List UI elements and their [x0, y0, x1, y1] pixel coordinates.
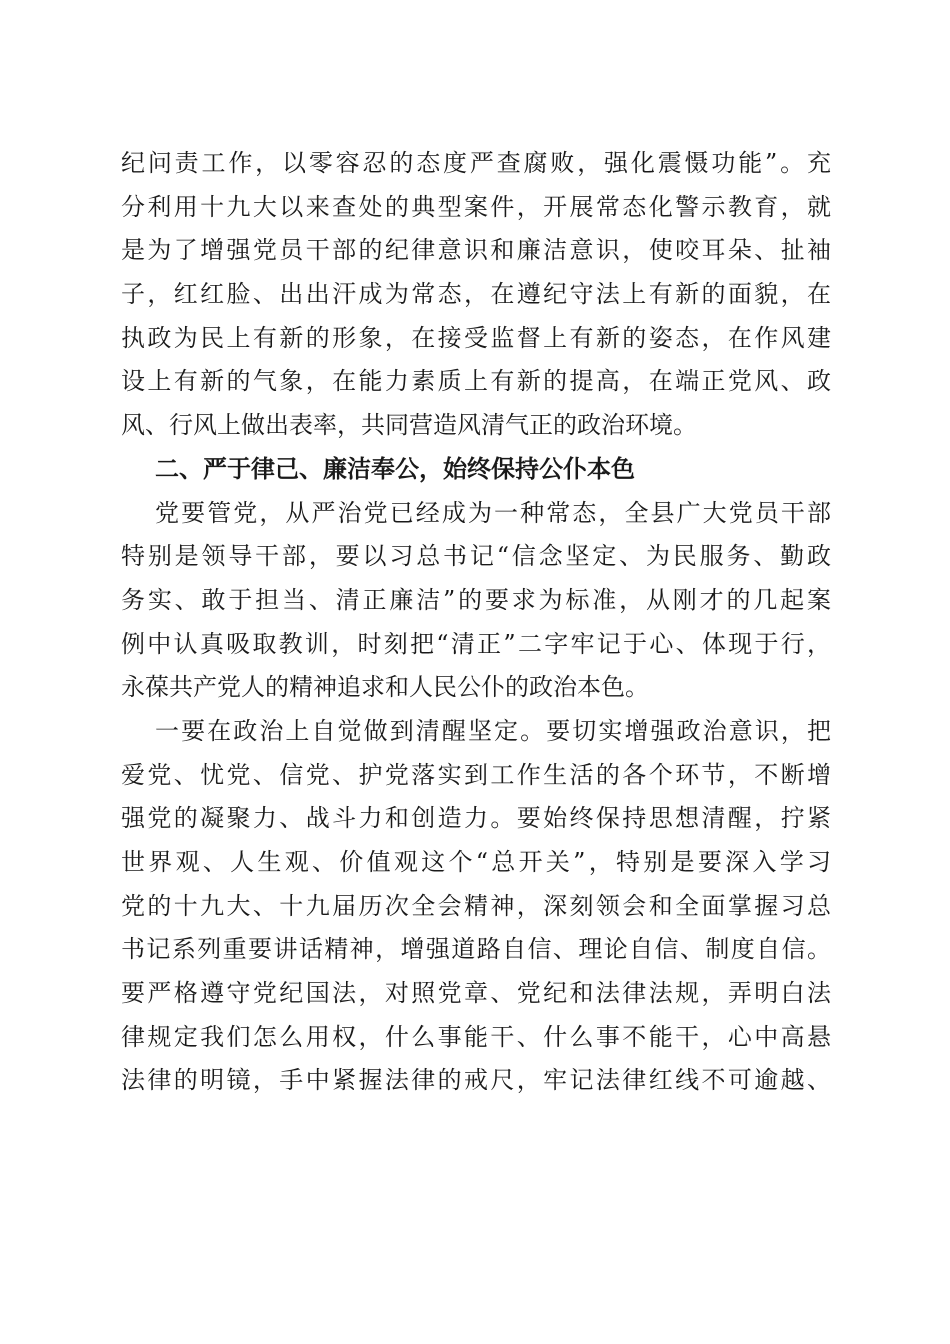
text-line: 爱党、忧党、信党、护党落实到工作生活的各个环节，不断增	[121, 760, 831, 789]
text-line: 子，红红脸、出出汗成为常态，在遵纪守法上有新的面貌，在	[121, 280, 831, 309]
text-line: 永葆共产党人的精神追求和人民公仆的政治本色。	[121, 673, 649, 702]
text-line: 设上有新的气象，在能力素质上有新的提高，在端正党风、政	[121, 367, 831, 396]
text-line: 法律的明镜，手中紧握法律的戒尺，牢记法律红线不可逾越、	[121, 1066, 831, 1095]
text-line: 执政为民上有新的形象，在接受监督上有新的姿态，在作风建	[121, 323, 831, 352]
text-line: 一要在政治上自觉做到清醒坚定。要切实增强政治意识，把	[155, 716, 831, 745]
document-body	[121, 142, 831, 1103]
text-line: 律规定我们怎么用权，什么事能干、什么事不能干，心中高悬	[121, 1022, 831, 1051]
text-line: 书记系列重要讲话精神，增强道路自信、理论自信、制度自信。	[121, 935, 831, 964]
text-line: 特别是领导干部，要以习总书记“信念坚定、为民服务、勤政	[121, 542, 831, 571]
text-line: 风、行风上做出表率，共同营造风清气正的政治环境。	[121, 411, 697, 440]
text-line: 是为了增强党员干部的纪律意识和廉洁意识，使咬耳朵、扯袖	[121, 236, 831, 265]
text-line: 要严格遵守党纪国法，对照党章、党纪和法律法规，弄明白法	[121, 979, 831, 1008]
text-line: 分利用十九大以来查处的典型案件，开展常态化警示教育，就	[121, 192, 831, 221]
text-line: 例中认真吸取教训，时刻把“清正”二字牢记于心、体现于行，	[121, 629, 831, 658]
text-line: 世界观、人生观、价值观这个“总开关”，特别是要深入学习	[121, 848, 831, 876]
text-line: 务实、敢于担当、清正廉洁”的要求为标准，从刚才的几起案	[121, 585, 831, 614]
section-heading: 二、严于律己、廉洁奉公，始终保持公仆本色	[155, 454, 635, 483]
text-line: 党的十九大、十九届历次全会精神，深刻领会和全面掌握习总	[121, 891, 831, 920]
text-line: 纪问责工作，以零容忍的态度严查腐败，强化震慑功能”。充	[121, 149, 831, 177]
text-line: 党要管党，从严治党已经成为一种常态，全县广大党员干部	[155, 498, 831, 527]
text-line: 强党的凝聚力、战斗力和创造力。要始终保持思想清醒，拧紧	[121, 804, 831, 833]
